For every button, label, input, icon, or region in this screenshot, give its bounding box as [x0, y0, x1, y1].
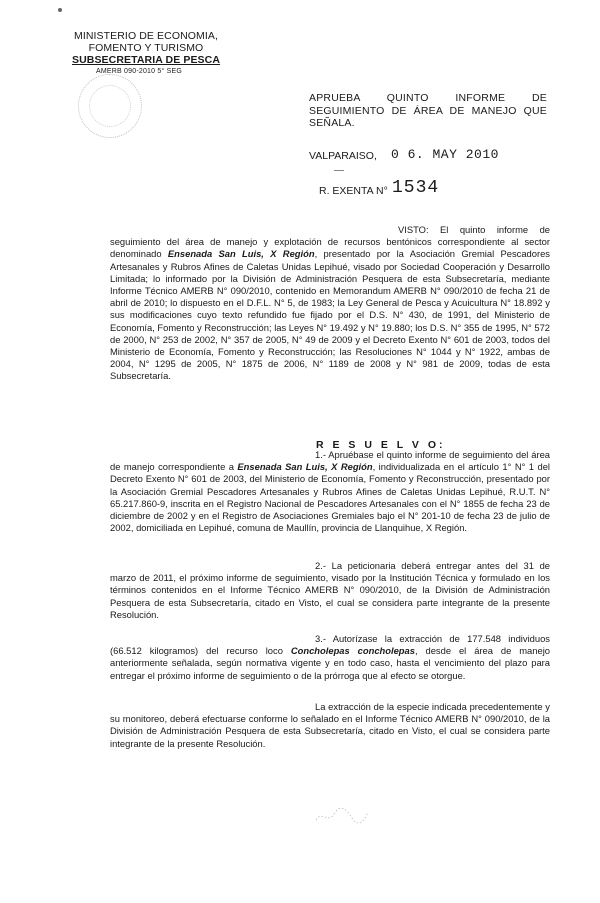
visto-place: Ensenada San Luis, X Región	[167, 248, 315, 260]
signature-scribble	[312, 802, 372, 828]
file-reference: AMERB 090-2010 5° SEG	[96, 68, 182, 75]
resolution-title: APRUEBA QUINTO INFORME DE SEGUIMIENTO DE ÁREA DE MANEJO QUE SEÑALA.	[309, 92, 547, 129]
official-stamp	[78, 74, 142, 138]
article-1-place: Ensenada San Luis, X Región	[237, 461, 373, 473]
pen-mark	[334, 170, 344, 171]
article-3-text-b: , desde el área de manejo anteriormente señalada, según normativa vigente y en todo caso, hasta el vencimiento del plazo para entregar el próximo informe de seguimiento o de la prórroga que al efecto se otorgue.	[110, 645, 550, 681]
date-city: VALPARAISO,	[309, 150, 377, 162]
subsecretaria-line: SUBSECRETARIA DE PESCA	[71, 54, 221, 66]
article-2: 2.- La peticionaria deberá entregar antes del 31 de marzo de 2011, el próximo informe de seguimiento, visado por la Institución Técnica y formulado en los términos contenidos en el Informe Técnico AMERB N° 090/2010, de la División de Administración Pesquera de esta Subsecretaría, citado en Visto, el cual se considera parte integrante de la presente Resolución.	[110, 560, 550, 620]
resolution-number: 1534	[392, 178, 440, 198]
handwritten-date: 0 6. MAY 2010	[391, 147, 499, 162]
article-1	[110, 449, 550, 534]
visto-text-a: El quinto informe de seguimiento del área de manejo y explotación de recursos bentónicos correspondiente al sector denominado	[110, 224, 550, 260]
letterhead	[66, 30, 226, 66]
visto-text-b: , presentado por la Asociación Gremial Pescadores Artesanales y Rubros Afines de Caletas Unidas Lepihué, visado por Sociedad Cooperación y Desarrollo Limitada; lo informado por la División de Administración Pesquera de esta Subsecretaría, mediante Informe Técnico AMERB N° 090/2010, contenido en Memorandum AMERB N° 090/2010 de fecha 21 de abril de 2010; lo dispuesto en el D.F.L. N° 5, de 1983; la Ley General de Pesca y Acuicultura N° 18.892 y sus modificaciones cuyo texto refundido fue fijado por el D.S. N° 430, de 1991, del Ministerio de Economía, Fomento y Reconstrucción; las Leyes N° 19.492 y N° 19.880; los D.S. N° 355 de 1995, N° 572 de 2000, N° 253 de 2002, N° 357 de 2005, N° 49 de 2009 y el Decreto Exento N° 601 de 2003, todos del Ministerio de Economía, Fomento y Reconstrucción; las Resoluciones N° 1044 y N° 1922, ambas de 2004, N° 1295 de 2005, N° 1875 de 2006, N° 1189 de 2008 y N° 981 de 2009, todas de esta Subsecretaría.	[110, 248, 550, 382]
resuelvo-heading: R E S U E L V O:	[316, 439, 446, 451]
scan-speck	[58, 8, 62, 12]
visto-paragraph	[110, 224, 550, 383]
article-1-text-b: , individualizada en el artículo 1° N° 1 del Decreto Exento N° 601 de 2003, del Ministerio de Economía, Fomento y Reconstrucción, presentado por la Asociación Gremial Pescadores Artesanales y Rubros Afines de Caletas Unidas Lepihué, R.U.T. N° 65.217.860-9, inscrita en el Registro Nacional de Pescadores Artesanales con el N° 1855 de fecha 23 de diciembre de 2002 y en el Registro de Asociaciones Gremiales bajo el N° 201-10 de fecha 23 de julio de 2002, domiciliada en Lepihué, comuna de Maullín, provincia de Llanquihue, X Región.	[110, 461, 550, 534]
article-3-text-a: 3.- Autorízase la extracción de 177.548 individuos (66.512 kilogramos) del recurso loco	[110, 633, 550, 657]
ministry-line-2: FOMENTO Y TURISMO	[88, 42, 204, 54]
article-3-continuation: La extracción de la especie indicada precedentemente y su monitoreo, deberá efectuarse conforme lo señalado en el Informe Técnico AMERB N° 090/2010, de la División de Administración Pesquera de esta Subsecretaría, citado en Visto, el cual se considera parte integrante de la presente Resolución.	[110, 701, 550, 749]
ministry-line-1: MINISTERIO DE ECONOMIA,	[73, 30, 219, 42]
resolution-label: R. EXENTA N°	[319, 185, 388, 197]
article-3	[110, 633, 550, 682]
article-3-species: Concholepas concholepas	[290, 645, 415, 657]
article-1-text-a: 1.- Apruébase el quinto informe de seguimiento del área de manejo correspondiente a	[110, 449, 550, 473]
visto-label: VISTO:	[398, 224, 429, 235]
